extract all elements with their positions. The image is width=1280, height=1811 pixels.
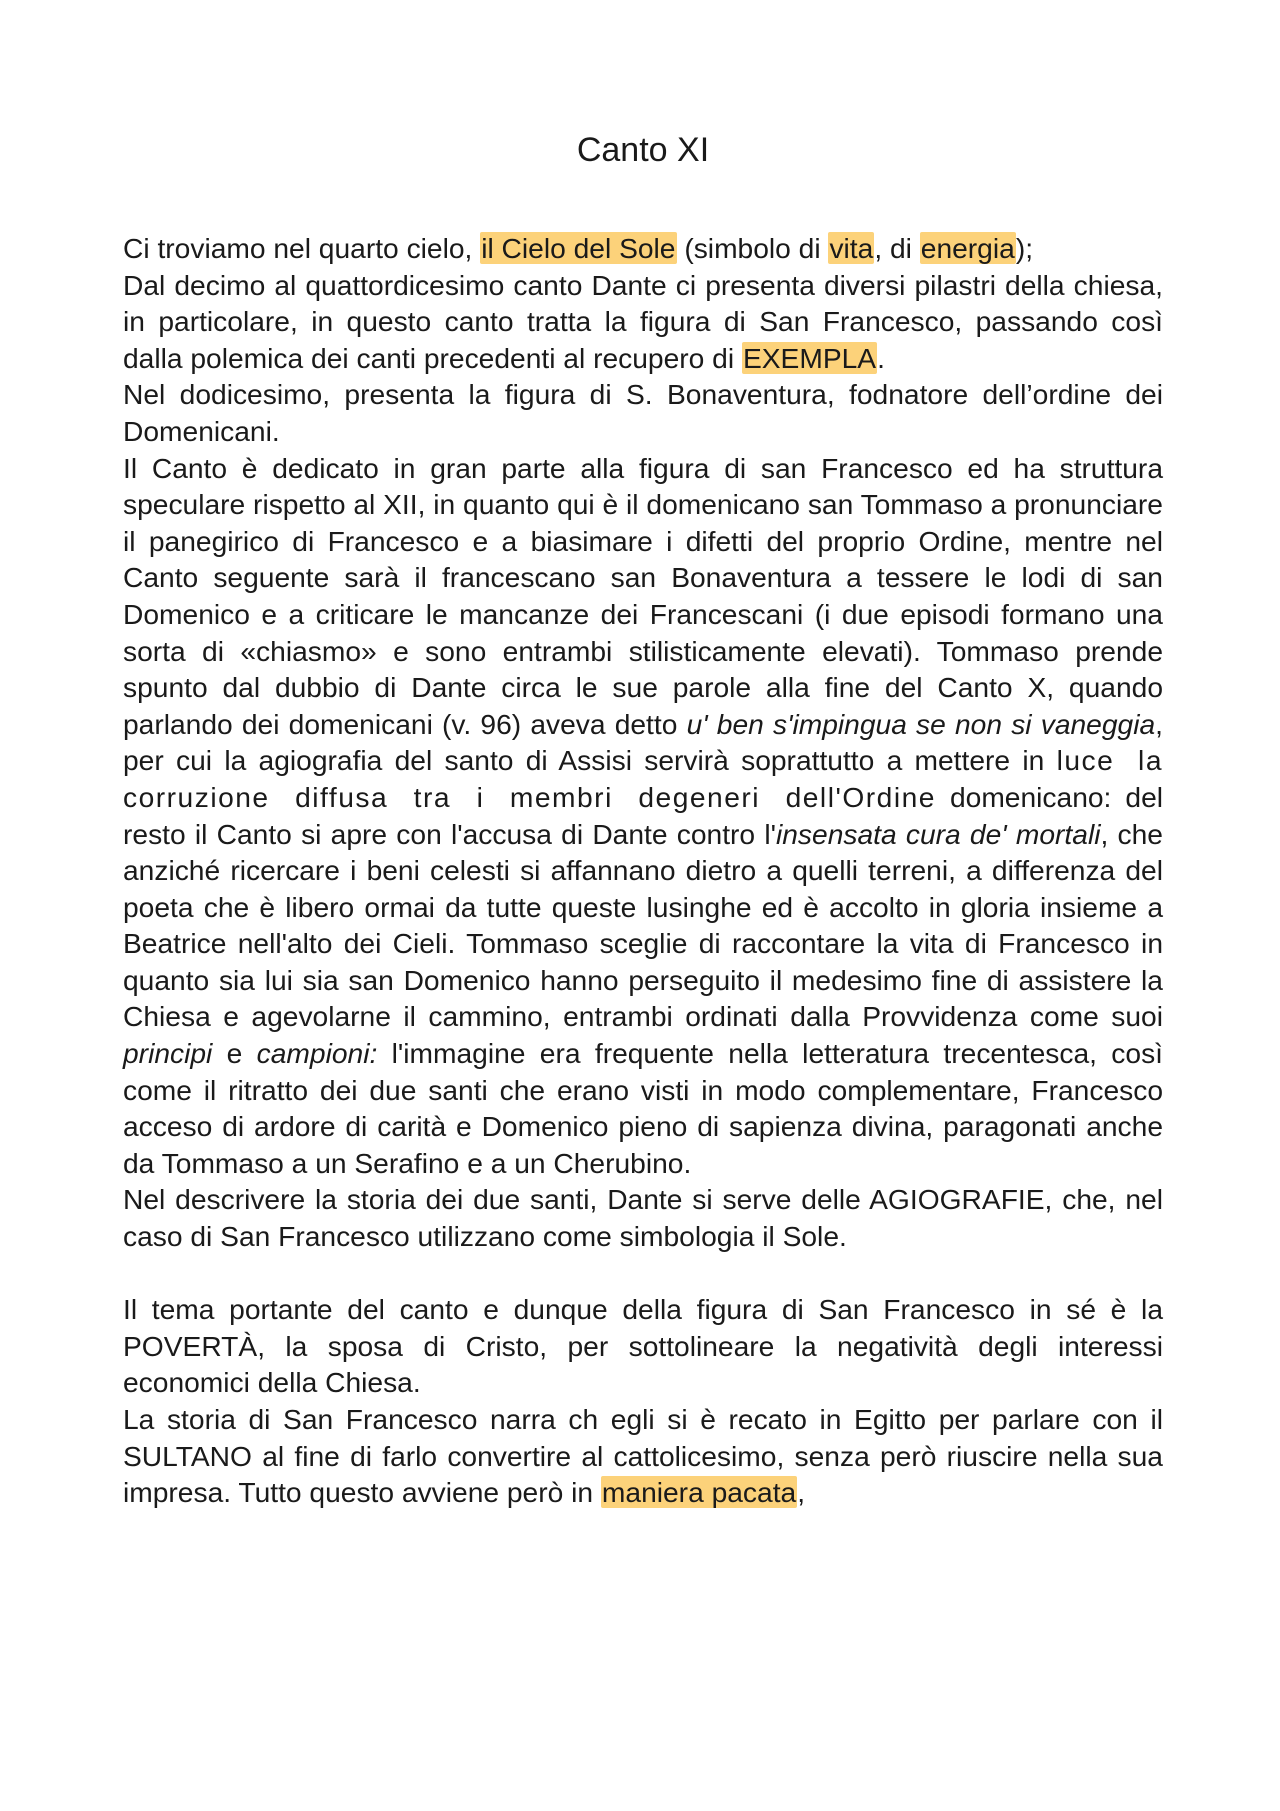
text-run: Dal decimo al quattordicesimo canto Dante ci presenta diversi pilastri della chiesa, in particolare, in questo canto tratta la figura di San Francesco, passando così dalla polemica dei canti precedenti al recupero di [123,268,1163,374]
highlight-cielo-del-sole: il Cielo del Sole [481,232,676,264]
document-body [123,230,1163,1511]
paragraph-canto-summary [123,450,1163,1182]
quote-italic: u' ben s'impingua se non si vaneggia [686,707,1156,740]
text-run: Ci troviamo nel quarto cielo, [123,232,481,264]
quote-italic: insensata cura de' mortali [775,817,1101,850]
text-run: l'immagine era frequente nella letteratura trecentesca, così come il ritratto dei due santi che erano visti in modo complementare, Francesco acceso di ardore di carità e Domenico pieno di sapienza divina, paragonati anche da Tommaso a un Serafino e a un Cherubino. [123,1037,1163,1179]
text-run: , [797,1476,806,1509]
text-run: domenicano: del resto il Canto si apre con l'accusa di Dante contro l' [123,780,1164,850]
paragraph-agiografie: Nel descrivere la storia dei due santi, Dante si serve delle AGIOGRAFIE, che, nel caso di San Francesco utilizzano come simbologia il Sole. [123,1183,1163,1253]
highlight-vita: vita [829,232,874,264]
paragraph-spacer [123,1255,1163,1292]
paragraph-sultano [123,1401,1163,1511]
text-run-spaced: luce la corruzione diffusa tra i membri degeneri dell'Ordine [123,744,1163,813]
text-run: Il Canto è dedicato in gran parte alla figura di san Francesco ed ha struttura speculare rispetto al XII, in quanto qui è il domenicano san Tommaso a pronunciare il panegirico di Francesco e a biasimare i difetti del proprio Ordine, mentre nel Canto seguente sarà il francescano san Bonaventura a tessere le lodi di san Domenico e a criticare le mancanze dei Francescani (i due episodi formano una sorta di «chiasmo» e sono entrambi stilisticamente elevati). Tommaso prende spunto dal dubbio di Dante circa le sue parole alla fine del Canto X, quando parlando dei domenicani (v. 96) aveva detto [123,451,1163,740]
highlight-exempla: EXEMPLA [742,341,877,374]
text-run: e [212,1037,257,1070]
highlight-maniera-pacata: maniera pacata [601,1476,797,1509]
text-run: , che anziché ricercare i beni celesti si affannano dietro a quelli terreni, a differenza del poeta che è libero ormai da tutte queste lusinghe ed è accolto in gloria insieme a Beatrice nell'alto dei Cieli. Tommaso sceglie di raccontare la vita di Francesco in quanto sia lui sia san Domenico hanno perseguito il medesimo fine di assistere la Chiesa e agevolarne il cammino, entrambi ordinati dalla Provvidenza come suoi [123,817,1163,1033]
text-run: , per cui la agiografia del santo di Assisi servirà soprattutto a mettere in [123,707,1163,777]
text-run: ); [1015,232,1034,264]
text-run: , di [874,232,920,264]
paragraph-dodicesimo: Nel dodicesimo, presenta la figura di S. Bonaventura, fodnatore dell’ordine dei Domenicani. [123,378,1163,447]
term-italic: principi [123,1037,213,1070]
page-title: Canto XI [576,131,710,169]
document-page [123,120,1163,1511]
highlight-energia: energia [920,232,1015,264]
paragraph-poverta: Il tema portante del canto e dunque della figura di San Francesco in sé è la POVERTÀ, la sposa di Cristo, per sottolineare la negatività degli interessi economici della Chiesa. [123,1293,1163,1399]
paragraph-intro [123,230,1163,267]
text-run: (simbolo di [676,232,829,264]
text-run: La storia di San Francesco narra ch egli si è recato in Egitto per parlare con il SULTANO al fine di farlo convertire al cattolicesimo, senza però riuscire nella sua impresa. Tutto questo avviene però in [123,1403,1163,1509]
paragraph-pilastri [123,267,1163,377]
term-italic: campioni: [256,1037,378,1070]
text-run: . [877,341,885,374]
